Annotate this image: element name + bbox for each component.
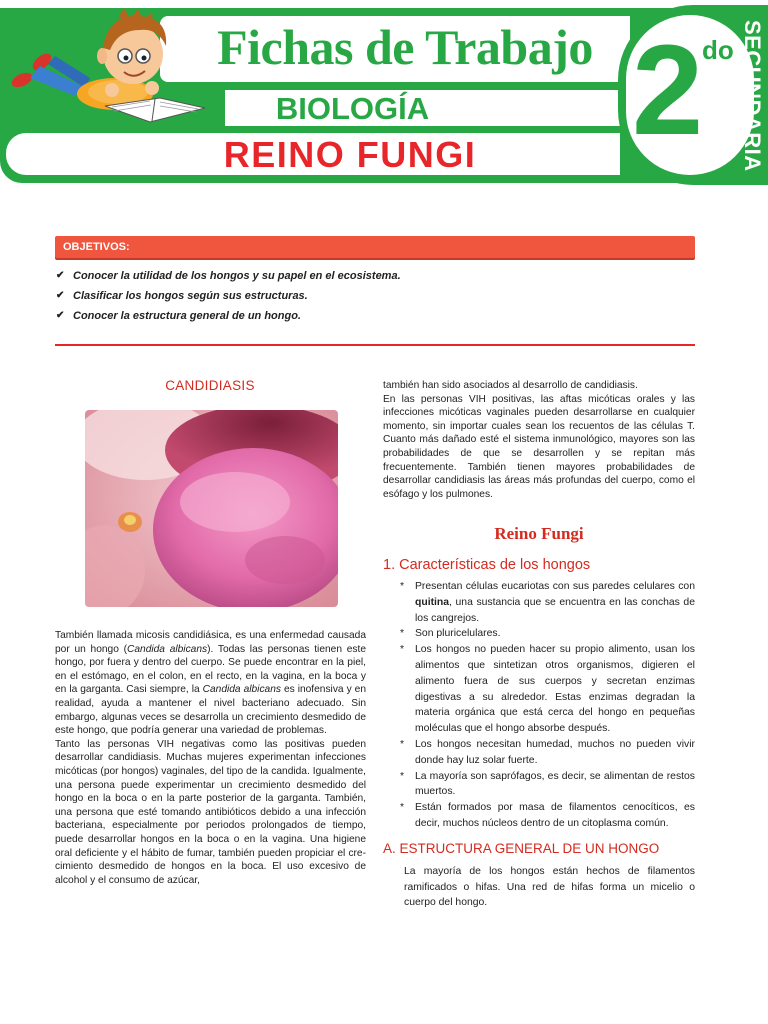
grade-number: 2 <box>632 19 704 162</box>
topic-title: REINO FUNGI <box>223 134 477 175</box>
candidiasis-body-text <box>55 629 366 887</box>
candidiasis-paragraph: En las personas VIH positivas, las aftas micóticas orales y las infecciones micóticas vaginales pueden desarrollarse en cualquier momento, sin importar cuales sean los recuentos de las células T. Cuanto más dañado esté el sistema inmunológico, mayores son las probabilidades de que se desarrollen y se repitan más frecuentemente. También tienen mayores probabilidades de desarrollar candidiasis las áreas más profundas del cuerpo, como el esófago y los pulmones. <box>383 393 695 500</box>
oral-candidiasis-photo <box>85 410 338 607</box>
candidiasis-paragraph: también han sido asociados al desarrollo de candidiasis. <box>383 380 638 391</box>
candidiasis-paragraph: Tanto las personas VIH negativas como las positivas pueden desarrollar candidiasis. Muchas mujeres experimentan infecciones micóticas (por hongos) vaginales, del tipo de la candida. Igualmente, una persona puede experimentar un crecimiento desmedido del hongo en la boca o en la parte posterior de la garganta. También, una persona que esté tomando antibióticos debido a una infección bacteriana, especialmente por periodos prolongados de tiempo, puede desarrollar hongos en la boca o en la vagina. Una higiene oral deficiente y el hábito de fumar, también pueden propiciar el cre-cimiento desmedido de hongos en la boca. El uso excesivo de alcohol y el consumo de azúcar, <box>55 738 366 886</box>
candidiasis-title: CANDIDIASIS <box>165 378 255 393</box>
characteristics-list <box>397 579 695 832</box>
objective-item: ✔ Clasificar los hongos según sus estructuras. <box>55 287 695 307</box>
grade-level: SECUNDARIA <box>740 19 765 172</box>
structure-text: La mayoría de los hongos están hechos de filamentos ramificados o hifas. Una red de hifas forma un micelio o cuerpo del hongo. <box>404 866 695 908</box>
characteristics-heading: 1. Características de los hongos <box>383 557 591 573</box>
subject-label: BIOLOGÍA <box>275 91 430 126</box>
objectives-list <box>55 267 695 327</box>
checkmark-icon: ✔ <box>56 310 65 321</box>
worksheet-header <box>0 0 768 185</box>
objective-item: ✔ Conocer la utilidad de los hongos y su papel en el ecosistema. <box>55 267 695 287</box>
reino-fungi-title: Reino Fungi <box>494 524 584 543</box>
checkmark-icon: ✔ <box>56 270 65 281</box>
grade-suffix: do <box>702 35 734 65</box>
grade-badge <box>618 5 768 185</box>
characteristic-item: * Los hongos no pueden hacer su propio alimento, usan los alimentos que sintetizan otros organismos, digieren el alimento fuera de sus cuerpos y secretan enzimas digestivas a su alrededor. Estas enzimas degradan la materia orgánica que está cerca del hongo en pequeñas moléculas que el hongo absorbe después. <box>400 644 695 735</box>
worksheet-title: Fichas de Trabajo <box>217 19 593 75</box>
checkmark-icon: ✔ <box>56 290 65 301</box>
candidiasis-continued-text <box>383 379 695 501</box>
characteristic-item: * Los hongos necesitan humedad, muchos no pueden vivir donde hay luz solar fuerte. <box>400 738 695 766</box>
reading-boy-illustration <box>0 6 215 128</box>
section-divider <box>55 344 695 346</box>
characteristic-item: * Presentan células eucariotas con sus paredes celulares con quitina, una sustancia que se encuentra en las conchas de los cangrejos. <box>400 581 695 624</box>
characteristic-item: * Son pluricelulares. <box>400 628 501 640</box>
objectives-bar <box>55 236 695 258</box>
objectives-title: OBJETIVOS: <box>63 241 130 253</box>
objective-item: ✔ Conocer la estructura general de un hongo. <box>55 307 695 327</box>
characteristic-item: * La mayoría son saprófagos, es decir, se alimentan de restos muertos. <box>400 770 695 798</box>
characteristic-item: * Están formados por masa de filamentos cenocíticos, es decir, muchos núcleos dentro de un citoplasma común. <box>400 802 695 829</box>
structure-heading: A. ESTRUCTURA GENERAL DE UN HONGO <box>383 841 660 856</box>
candidiasis-paragraph: También llamada micosis candidiásica, es una enfermedad causada por un hongo (Candida albicans). Todas las personas tienen este hongo, por fuera y dentro del cuerpo. Se puede encontrar en la piel, en el estómago, en el colon, en el recto, en la vagina, en la boca y en la garganta. Casi siempre, la Candida albicans es inofensiva y en realidad, ayuda a mantener el nivel bacteriano adecuado. Sin embargo, algunas veces se desarrolla un crecimiento desmedido de este hongo, que podría generar una variedad de problemas. <box>55 630 366 737</box>
